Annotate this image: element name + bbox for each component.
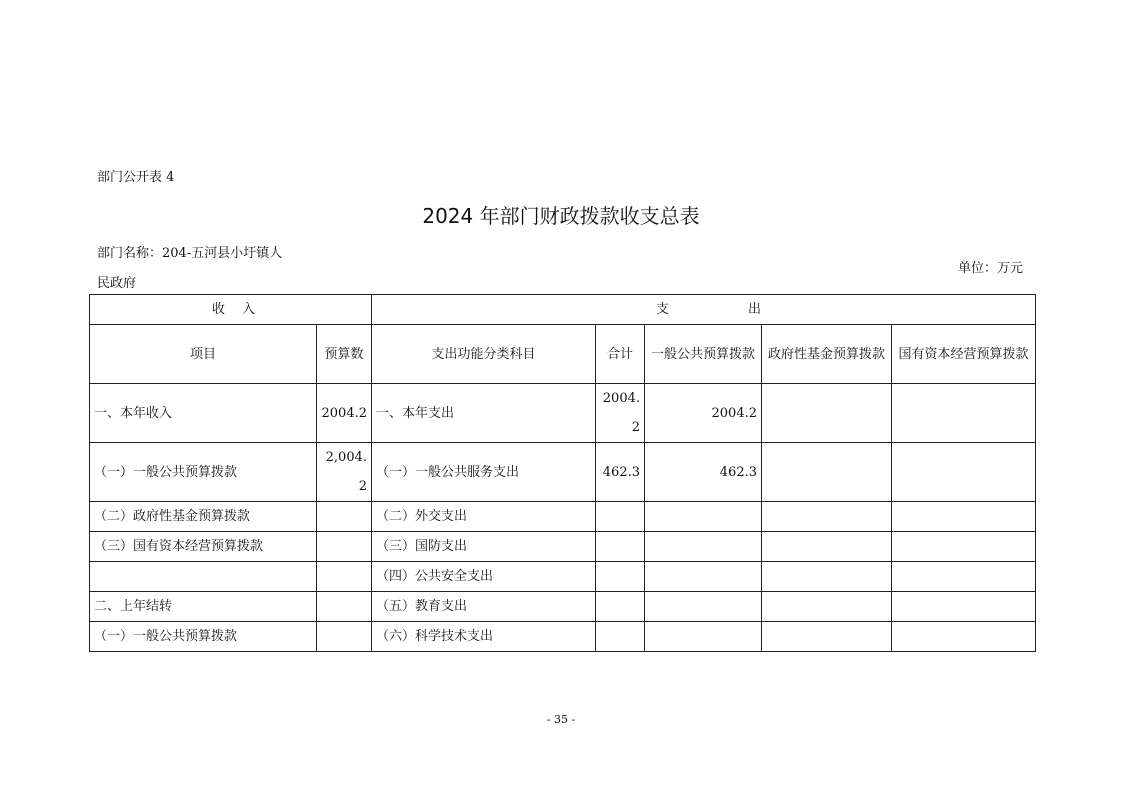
document-label: 部门公开表 4 (97, 170, 175, 185)
section-header-row (90, 295, 1036, 325)
col-header-general-budget: 一般公共预算拨款 (645, 325, 762, 384)
row-total (596, 562, 645, 592)
unit-label: 单位：万元 (958, 261, 1024, 276)
row-budget (317, 562, 372, 592)
row-item: （一）一般公共预算拨款 (90, 443, 317, 502)
page-title: 2024 年部门财政拨款收支总表 (422, 204, 700, 228)
row-gov-fund (762, 562, 892, 592)
row-expense: （二）外交支出 (372, 502, 596, 532)
row-general (645, 562, 762, 592)
expense-header-char-2: 出 (748, 302, 762, 317)
income-header-char-1: 收 (212, 302, 226, 317)
table-row (90, 622, 1036, 652)
row-budget (317, 592, 372, 622)
row-state-capital (892, 592, 1036, 622)
row-state-capital (892, 562, 1036, 592)
row-total (596, 532, 645, 562)
col-header-budget: 预算数 (317, 325, 372, 384)
row-total: 2004.2 (596, 384, 645, 443)
col-header-item: 项目 (90, 325, 317, 384)
col-header-state-capital: 国有资本经营预算拨款 (892, 325, 1036, 384)
row-total: 462.3 (596, 443, 645, 502)
row-gov-fund (762, 502, 892, 532)
budget-summary-table (89, 294, 1036, 652)
row-total (596, 592, 645, 622)
department-name-continued: 民政府 (97, 276, 137, 291)
table-row (90, 384, 1036, 443)
row-total (596, 502, 645, 532)
row-general (645, 592, 762, 622)
row-general (645, 502, 762, 532)
col-header-gov-fund: 政府性基金预算拨款 (762, 325, 892, 384)
expense-section-header (372, 295, 1036, 325)
row-budget (317, 502, 372, 532)
row-state-capital (892, 622, 1036, 652)
table-row (90, 532, 1036, 562)
row-item: 二、上年结转 (90, 592, 317, 622)
row-gov-fund (762, 622, 892, 652)
row-expense: （四）公共安全支出 (372, 562, 596, 592)
table-row (90, 592, 1036, 622)
col-header-expense-category: 支出功能分类科目 (372, 325, 596, 384)
table-row (90, 443, 1036, 502)
row-total (596, 622, 645, 652)
row-budget: 2004.2 (317, 384, 372, 443)
income-header-char-2: 入 (241, 302, 255, 317)
row-expense: （一）一般公共服务支出 (372, 443, 596, 502)
department-name: 部门名称：204-五河县小圩镇人 (97, 246, 283, 261)
row-item: （一）一般公共预算拨款 (90, 622, 317, 652)
row-gov-fund (762, 592, 892, 622)
expense-header-char-1: 支 (656, 302, 670, 317)
row-budget: 2,004.2 (317, 443, 372, 502)
row-expense: （三）国防支出 (372, 532, 596, 562)
column-header-row (90, 325, 1036, 384)
table-row (90, 502, 1036, 532)
row-state-capital (892, 502, 1036, 532)
col-header-total: 合计 (596, 325, 645, 384)
row-state-capital (892, 384, 1036, 443)
row-general: 2004.2 (645, 384, 762, 443)
table-row (90, 562, 1036, 592)
row-item: 一、本年收入 (90, 384, 317, 443)
row-expense: （五）教育支出 (372, 592, 596, 622)
row-expense: 一、本年支出 (372, 384, 596, 443)
row-item: （三）国有资本经营预算拨款 (90, 532, 317, 562)
row-gov-fund (762, 443, 892, 502)
row-budget (317, 622, 372, 652)
row-gov-fund (762, 532, 892, 562)
row-general (645, 532, 762, 562)
row-general (645, 622, 762, 652)
row-budget (317, 532, 372, 562)
income-section-header (90, 295, 372, 325)
row-expense: （六）科学技术支出 (372, 622, 596, 652)
row-gov-fund (762, 384, 892, 443)
page-number: - 35 - (546, 713, 576, 726)
row-item: （二）政府性基金预算拨款 (90, 502, 317, 532)
row-general: 462.3 (645, 443, 762, 502)
row-state-capital (892, 532, 1036, 562)
row-state-capital (892, 443, 1036, 502)
row-item (90, 562, 317, 592)
